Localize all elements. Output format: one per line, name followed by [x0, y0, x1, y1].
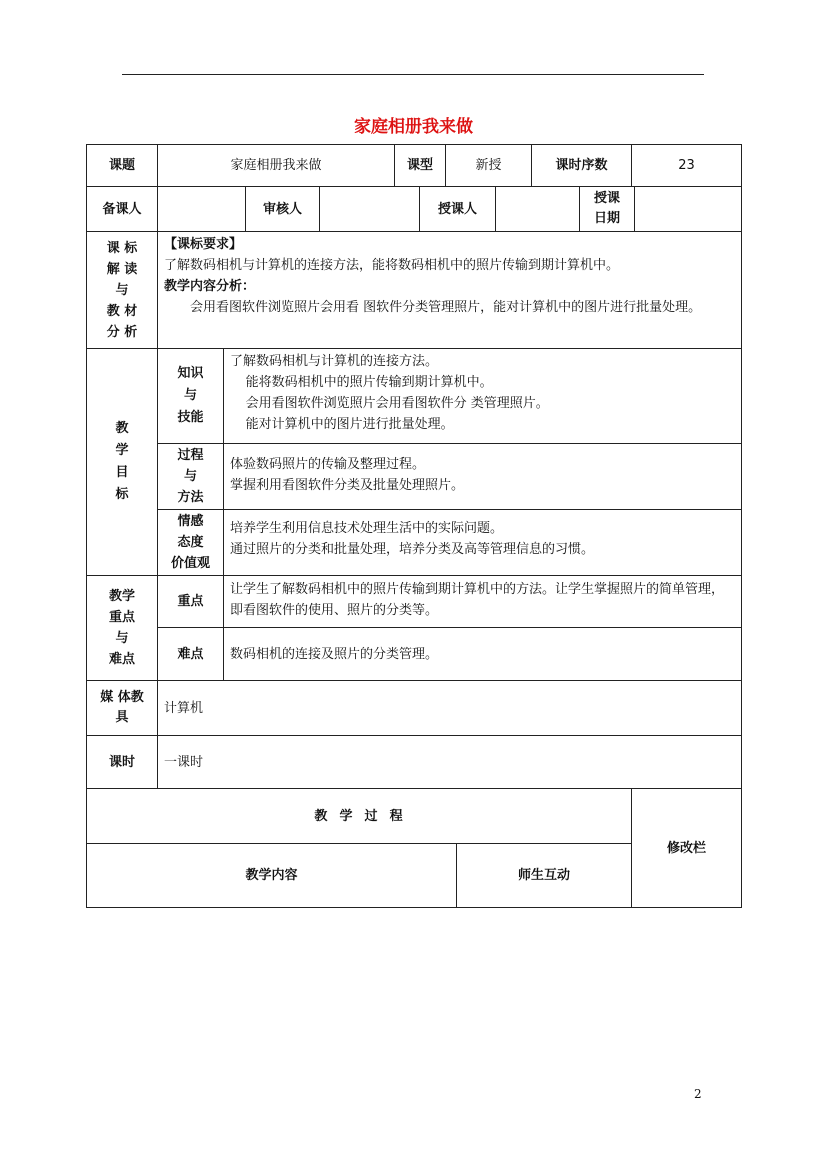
teacher-label: 授课人 [419, 186, 496, 232]
process-label: 过程 与 方法 [157, 443, 224, 510]
media-value: 计算机 [157, 680, 742, 736]
seq-label: 课时序数 [531, 144, 632, 187]
focus-label: 教学 重点 与 难点 [86, 575, 158, 681]
attitude-content: 培养学生利用信息技术处理生活中的实际问题。 通过照片的分类和批量处理，培养分类及高等管理信息的习惯。 [223, 509, 742, 576]
teacher-value [495, 186, 580, 232]
key-point-content: 让学生了解数码相机中的照片传输到期计算机中的方法。让学生掌握照片的简单管理，即看图软件的使用、照片的分类等。 [223, 575, 742, 628]
preparer-label: 备课人 [86, 186, 158, 232]
content-analysis-text: 会用看图软件浏览照片会用看 图软件分类管理照片，能对计算机中的图片进行批量处理。 [190, 300, 702, 315]
document-title: 家庭相册我来做 [354, 117, 473, 137]
hours-value: 一课时 [157, 735, 742, 789]
header-rule [122, 74, 704, 75]
requirements-heading: 【课标要求】 [164, 237, 243, 252]
difficult-point-label: 难点 [157, 627, 224, 681]
seq-value: 23 [631, 144, 742, 187]
reviewer-label: 审核人 [245, 186, 320, 232]
revision-column-header: 修改栏 [631, 788, 742, 908]
date-value [634, 186, 742, 232]
content-analysis-heading: 教学内容分析： [164, 279, 256, 294]
knowledge-label: 知识 与 技能 [157, 348, 224, 444]
preparer-value [157, 186, 246, 232]
process-heading: 教 学 过 程 [86, 788, 632, 844]
interaction-column-header: 师生互动 [456, 843, 632, 908]
analysis-label: 课 标 解 读 与 教 材 分 析 [86, 231, 158, 349]
content-column-header: 教学内容 [86, 843, 457, 908]
analysis-content [157, 231, 742, 349]
page-number: 2 [694, 1087, 702, 1101]
knowledge-content: 了解数码相机与计算机的连接方法。 能将数码相机中的照片传输到期计算机中。 会用看图软件浏览照片会用看图软件分 类管理照片。 能对计算机中的图片进行批量处理。 [223, 348, 742, 444]
difficult-point-content: 数码相机的连接及照片的分类管理。 [223, 627, 742, 681]
hours-label: 课时 [86, 735, 158, 789]
process-content: 体验数码照片的传输及整理过程。 掌握利用看图软件分类及批量处理照片。 [223, 443, 742, 510]
topic-label: 课题 [86, 144, 158, 187]
objectives-label: 教 学 目 标 [86, 348, 158, 576]
topic-value: 家庭相册我来做 [157, 144, 395, 187]
type-label: 课型 [394, 144, 446, 187]
attitude-label: 情感 态度 价值观 [157, 509, 224, 576]
date-label: 授课 日期 [579, 186, 635, 232]
key-point-label: 重点 [157, 575, 224, 628]
reviewer-value [319, 186, 420, 232]
type-value: 新授 [445, 144, 532, 187]
media-label: 媒 体教 具 [86, 680, 158, 736]
requirements-text: 了解数码相机与计算机的连接方法，能将数码相机中的照片传输到期计算机中。 [164, 258, 620, 273]
